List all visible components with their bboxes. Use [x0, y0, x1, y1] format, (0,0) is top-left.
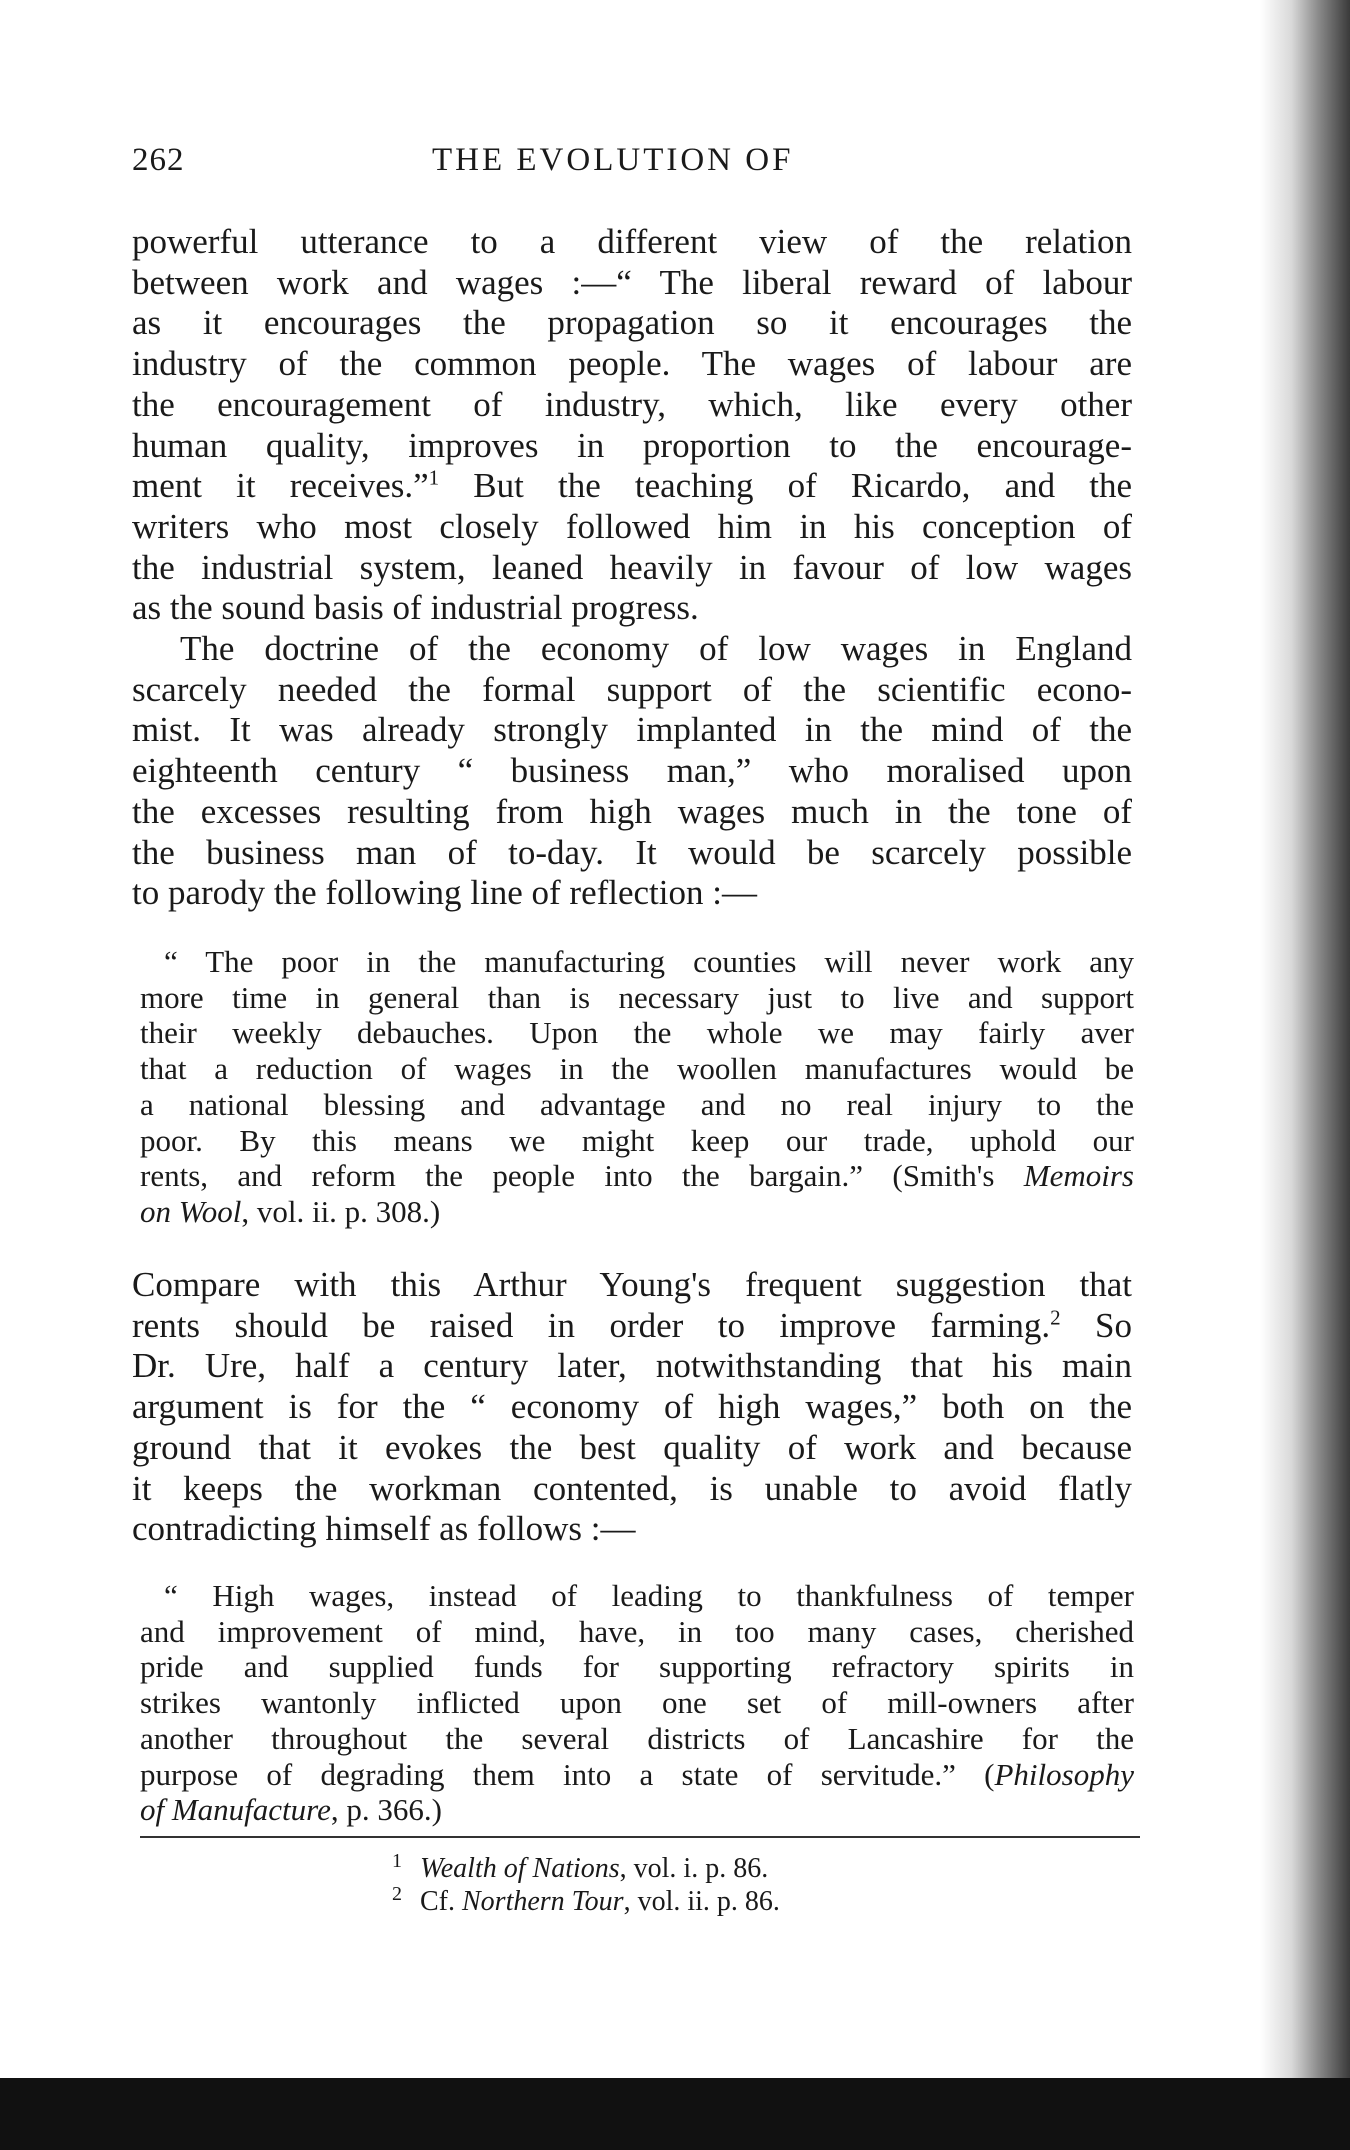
- footnote-prefix: Cf.: [420, 1886, 462, 1917]
- text-fragment: So: [1060, 1305, 1132, 1345]
- text-fragment: rents, and reform the people into the bargain.” (Smith's: [140, 1158, 1024, 1194]
- text-line: The doctrine of the economy of low wages in England: [180, 629, 1132, 668]
- text-line: the industrial system, leaned heavily in favour of low wages: [132, 547, 1132, 587]
- footnote-title: Wealth of Nations: [420, 1853, 620, 1884]
- footnote-2: 2 Cf. Northern Tour, vol. ii. p. 86.: [392, 1882, 780, 1917]
- text-line: between work and wages :—“ The liberal reward of labour: [132, 262, 1132, 302]
- text-line: writers who most closely followed him in his conception of: [132, 506, 1132, 546]
- paragraph-2: [132, 629, 1132, 914]
- quote-line: that a reduction of wages in the woollen manufactures would be: [140, 1051, 1134, 1087]
- text-fragment: But the teaching of Ricardo, and the: [439, 466, 1132, 506]
- text-line: to parody the following line of reflection :—: [132, 873, 757, 913]
- footnote-citation: , vol. i. p. 86.: [619, 1853, 769, 1884]
- text-line: mist. It was already strongly implanted in the mind of the: [132, 710, 1132, 750]
- text-line: ground that it evokes the best quality of work and because: [132, 1427, 1132, 1467]
- text-line: eighteenth century “ business man,” who moralised upon: [132, 751, 1132, 791]
- footnote-divider: [140, 1836, 1140, 1838]
- running-head: [132, 142, 1132, 188]
- quote-line: “ The poor in the manufacturing counties will never work any: [164, 944, 1134, 979]
- text-line: [132, 466, 1132, 507]
- quote-line: strikes wantonly inflicted upon one set of mill-owners after: [140, 1685, 1134, 1721]
- text-line: the encouragement of industry, which, like every other: [132, 384, 1132, 424]
- text-fragment: rents should be raised in order to improve farming.: [132, 1305, 1051, 1345]
- footnote-1: 1 Wealth of Nations, vol. i. p. 86.: [392, 1849, 769, 1884]
- footnote-title: Northern Tour: [462, 1886, 624, 1917]
- paragraph-1: [132, 222, 1132, 629]
- text-line: as the sound basis of industrial progress.: [132, 588, 699, 628]
- text-line: [132, 1306, 1132, 1347]
- quote-line: [140, 1158, 1134, 1194]
- quote-line: [140, 1792, 1134, 1828]
- text-fragment: purpose of degrading them into a state of servitude.” (: [140, 1756, 995, 1792]
- quote-line: pride and supplied funds for supporting refractory spirits in: [140, 1649, 1134, 1685]
- book-title: Memoirs: [1023, 1158, 1134, 1194]
- page-number: 262: [132, 142, 185, 178]
- running-title: THE EVOLUTION OF: [432, 142, 794, 178]
- footnote-citation: , vol. ii. p. 86.: [623, 1886, 780, 1917]
- text-line: Compare with this Arthur Young's frequent suggestion that: [132, 1265, 1132, 1304]
- footnote-ref: 2: [1050, 1305, 1061, 1330]
- footnote-ref: 1: [428, 466, 440, 490]
- footnotes: [392, 1849, 1092, 1918]
- scan-bottom-border: [0, 2078, 1350, 2150]
- block-quote-2: [140, 1578, 1134, 1828]
- text-line: the business man of to-day. It would be scarcely possible: [132, 832, 1132, 872]
- quote-line: a national blessing and advantage and no real injury to the: [140, 1086, 1134, 1122]
- text-line: as it encourages the propagation so it encourages the: [132, 303, 1132, 343]
- quote-line: their weekly debauches. Upon the whole we may fairly aver: [140, 1015, 1134, 1051]
- text-line: industry of the common people. The wages of labour are: [132, 344, 1132, 384]
- quote-line: another throughout the several districts of Lancashire for the: [140, 1720, 1134, 1756]
- block-quote-1: [140, 944, 1134, 1230]
- text-fragment: ment it receives.”: [132, 466, 429, 506]
- quote-line: “ High wages, instead of leading to thankfulness of temper: [164, 1578, 1134, 1613]
- quote-line: more time in general than is necessary just to live and support: [140, 979, 1134, 1015]
- text-line: Dr. Ure, half a century later, notwithstanding that his main: [132, 1346, 1132, 1386]
- text-fragment: , vol. ii. p. 308.): [241, 1193, 441, 1229]
- quote-line: poor. By this means we might keep our trade, uphold our: [140, 1122, 1134, 1158]
- paragraph-3: [132, 1265, 1132, 1550]
- quote-line: [140, 1194, 1134, 1230]
- quote-line: and improvement of mind, have, in too many cases, cherished: [140, 1613, 1134, 1649]
- book-title: Philosophy: [994, 1756, 1134, 1792]
- text-line: scarcely needed the formal support of the scientific econo-: [132, 669, 1132, 709]
- text-line: the excesses resulting from high wages much in the tone of: [132, 791, 1132, 831]
- book-title: on Wool: [140, 1193, 242, 1229]
- text-line: contradicting himself as follows :—: [132, 1509, 636, 1549]
- text-line: it keeps the workman contented, is unable to avoid flatly: [132, 1468, 1132, 1508]
- text-line: argument is for the “ economy of high wages,” both on the: [132, 1387, 1132, 1427]
- quote-line: [140, 1757, 1134, 1793]
- page-edge-shadow: [1260, 0, 1350, 2150]
- book-title: of Manufacture: [140, 1792, 331, 1828]
- text-line: powerful utterance to a different view of the relation: [132, 222, 1132, 261]
- text-line: human quality, improves in proportion to the encourage-: [132, 425, 1132, 465]
- text-fragment: , p. 366.): [330, 1792, 442, 1828]
